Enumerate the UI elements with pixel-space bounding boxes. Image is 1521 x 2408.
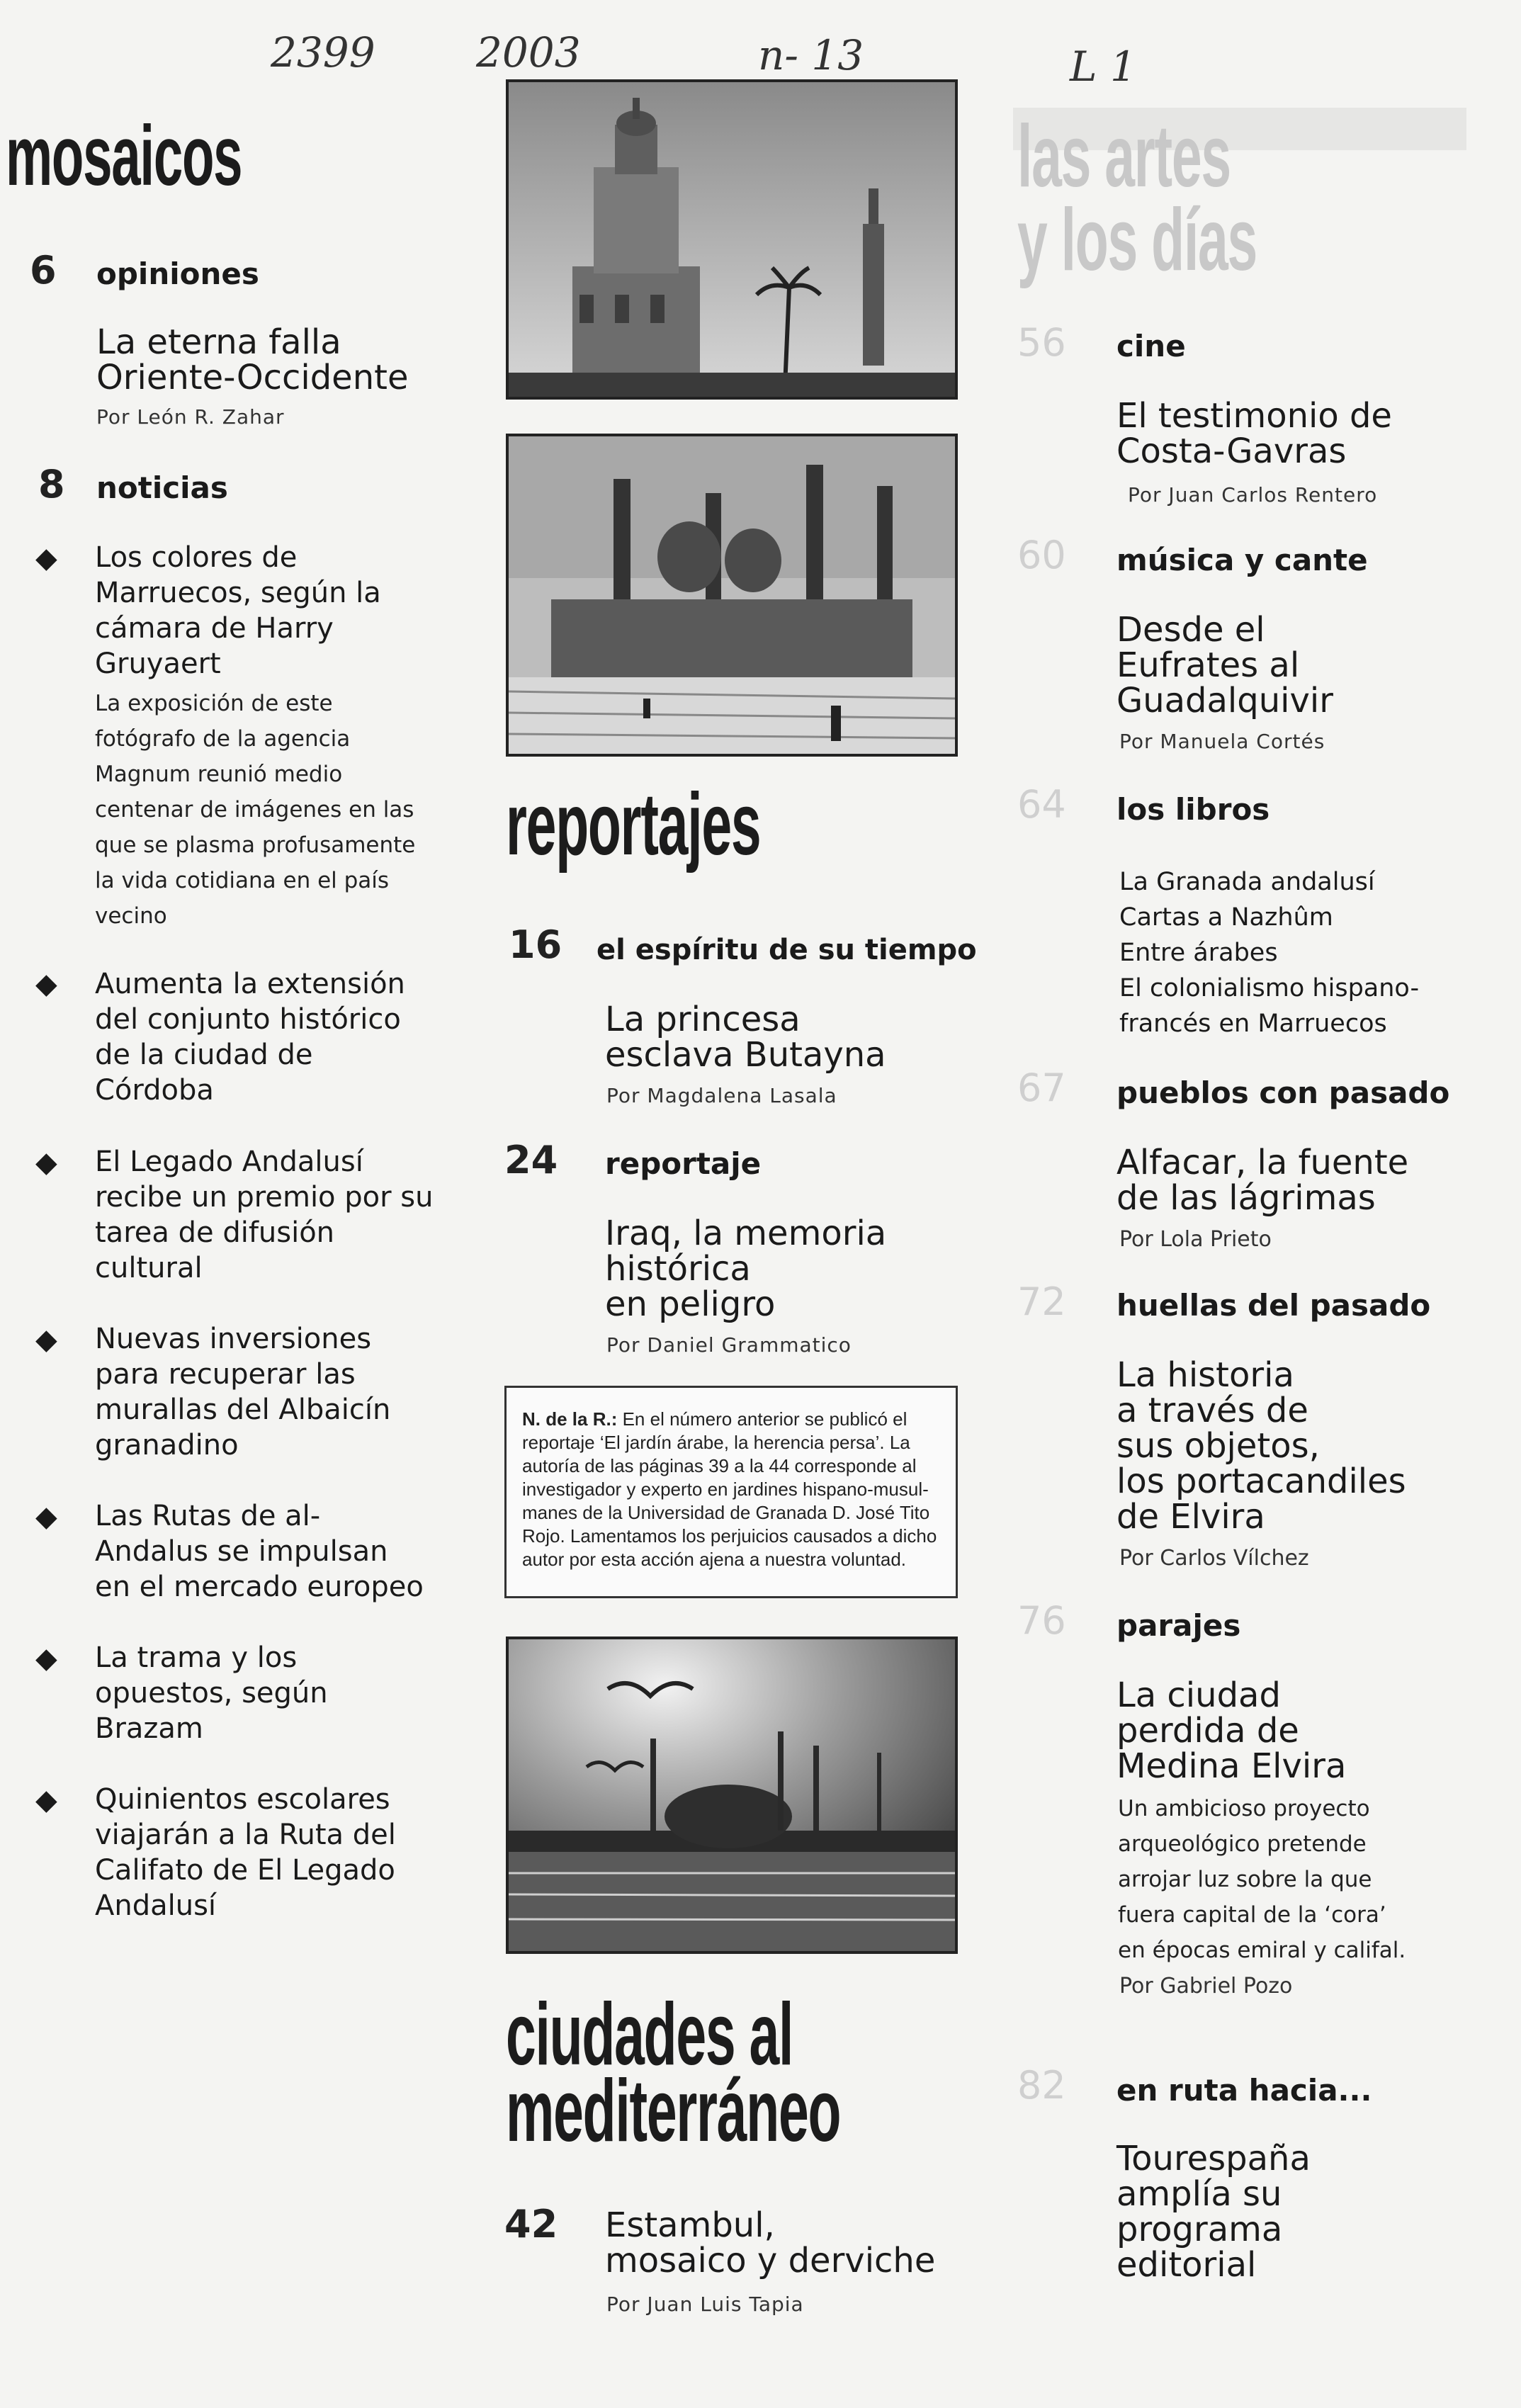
page-number-72: 72 — [1017, 1279, 1066, 1324]
category-opiniones: opiniones — [96, 256, 259, 291]
page-number-24: 24 — [504, 1138, 558, 1182]
handwritten-number: 2399 — [271, 28, 375, 77]
news-line: murallas del Albaicín — [95, 1394, 391, 1426]
title-line: Costa-Gavras — [1116, 431, 1347, 471]
news-line: granadino — [95, 1429, 239, 1462]
title-line: de Elvira — [1116, 1497, 1265, 1537]
news-item[interactable] — [95, 1782, 396, 1923]
section-line: mediterráneo — [506, 2062, 841, 2160]
note-line: investigador y experto en jardines hispano-musul- — [522, 1479, 929, 1500]
news-item[interactable] — [95, 1144, 433, 1286]
section-title-ciudades — [506, 1986, 841, 2160]
news-description — [95, 686, 415, 934]
book-item: El colonialismo hispano- — [1119, 974, 1420, 1002]
article-title-portacandiles[interactable] — [1116, 1355, 1406, 1537]
author-princesa: Por Magdalena Lasala — [606, 1084, 837, 1107]
title-line: La ciudad — [1116, 1675, 1281, 1715]
book-item: Cartas a Nazhûm — [1119, 903, 1333, 932]
author-cine: Por Juan Carlos Rentero — [1128, 483, 1378, 507]
bullet-icon: ◆ — [35, 1323, 57, 1356]
desc-line: vecino — [95, 903, 167, 929]
news-line: Quinientos escolares — [95, 1783, 390, 1816]
author-musica: Por Manuela Cortés — [1119, 730, 1325, 753]
note-line: manes de la Universidad de Granada D. José Tito — [522, 1502, 930, 1523]
title-line: programa — [1116, 2210, 1283, 2249]
mosque-engraving-illustration — [509, 436, 955, 754]
news-line: Gruyaert — [95, 648, 221, 680]
news-line: cámara de Harry — [95, 612, 334, 645]
news-line: de la ciudad de — [95, 1039, 313, 1071]
handwritten-issue: n- 13 — [758, 31, 864, 79]
author-opiniones: Por León R. Zahar — [96, 405, 285, 429]
book-list[interactable] — [1119, 864, 1419, 1041]
title-line: en peligro — [605, 1284, 776, 1324]
news-line: La trama y los — [95, 1641, 298, 1674]
desc-line: La exposición de este — [95, 691, 333, 716]
news-line: Califato de El Legado — [95, 1854, 395, 1887]
note-line: Rojo. Lamentamos los perjuicios causados a dicho — [522, 1525, 937, 1547]
author-estambul: Por Juan Luis Tapia — [606, 2293, 804, 2316]
section-line: y los días — [1017, 191, 1257, 289]
article-title-opiniones[interactable] — [96, 324, 408, 395]
title-line: esclava Butayna — [605, 1035, 886, 1075]
page-number-noticias: 8 — [38, 462, 65, 507]
author-huellas: Por Carlos Vílchez — [1119, 1546, 1309, 1571]
title-line: El testimonio de — [1116, 396, 1392, 436]
category-en-ruta: en ruta hacia... — [1116, 2073, 1372, 2108]
title-line: los portacandiles — [1116, 1462, 1406, 1501]
author-pueblos: Por Lola Prieto — [1119, 1227, 1272, 1252]
desc-line: Magnum reunió medio — [95, 762, 343, 787]
section-title-mosaicos: mosaicos — [6, 108, 242, 203]
desc-line: arqueológico pretende — [1118, 1831, 1367, 1857]
article-title-estambul[interactable] — [605, 2205, 936, 2280]
title-line: La eterna falla — [96, 322, 341, 362]
note-line: reportaje ‘El jardín árabe, la herencia persa’. La — [522, 1432, 910, 1453]
news-line: Aumenta la extensión — [95, 968, 405, 1000]
page-number-76: 76 — [1017, 1598, 1066, 1643]
article-title-medina-elvira[interactable] — [1116, 1675, 1347, 1786]
book-item: La Granada andalusí — [1119, 868, 1375, 896]
title-line: Medina Elvira — [1116, 1746, 1347, 1786]
photo-engraving-mosque — [506, 434, 958, 757]
article-title-iraq[interactable] — [605, 1216, 886, 1322]
title-line: amplía su — [1116, 2174, 1282, 2214]
photo-estambul — [506, 1637, 958, 1954]
bullet-icon: ◆ — [35, 1784, 57, 1816]
desc-line: fuera capital de la ‘cora’ — [1118, 1902, 1386, 1928]
news-line: Andalusí — [95, 1889, 217, 1922]
section-title-reportajes: reportajes — [506, 776, 761, 874]
article-title-costa-gavras[interactable] — [1116, 398, 1392, 469]
note-line: En el número anterior se publicó el — [617, 1408, 907, 1430]
news-line: tarea de difusión — [95, 1216, 335, 1249]
news-line: Los colores de — [95, 541, 298, 574]
title-line: Alfacar, la fuente — [1116, 1143, 1409, 1182]
desc-line: fotógrafo de la agencia — [95, 726, 351, 752]
page-number-16: 16 — [509, 922, 562, 967]
bullet-icon: ◆ — [35, 1642, 57, 1675]
page-number-60: 60 — [1017, 533, 1066, 577]
article-title-tourespana[interactable] — [1116, 2141, 1311, 2283]
title-line: Oriente-Occidente — [96, 358, 409, 397]
news-line: opuestos, según — [95, 1677, 328, 1709]
news-line: recibe un premio por su — [95, 1181, 434, 1214]
news-line: para recuperar las — [95, 1358, 356, 1391]
section-line: ciudades al — [506, 1986, 793, 2084]
desc-line: la vida cotidiana en el país — [95, 868, 390, 893]
news-line: Córdoba — [95, 1074, 214, 1107]
news-line: El Legado Andalusí — [95, 1146, 363, 1178]
news-line: viajarán a la Ruta del — [95, 1819, 396, 1851]
news-line: Nuevas inversiones — [95, 1323, 372, 1355]
category-noticias: noticias — [96, 470, 228, 505]
desc-line: que se plasma profusamente — [95, 832, 416, 858]
category-parajes: parajes — [1116, 1608, 1241, 1643]
news-line: cultural — [95, 1252, 203, 1284]
bullet-icon: ◆ — [35, 1146, 57, 1179]
category-musica: música y cante — [1116, 543, 1368, 577]
desc-line: en épocas emiral y califal. — [1118, 1938, 1406, 1963]
news-line: Brazam — [95, 1712, 203, 1745]
page-number-56: 56 — [1017, 320, 1066, 365]
news-item[interactable] — [95, 1321, 390, 1463]
book-item: Entre árabes — [1119, 939, 1278, 967]
news-item[interactable] — [95, 1498, 424, 1605]
title-line: Desde el — [1116, 610, 1265, 650]
title-line: Tourespaña — [1116, 2139, 1311, 2178]
page-number-82: 82 — [1017, 2063, 1066, 2108]
page-number-67: 67 — [1017, 1065, 1066, 1110]
article-title-princesa[interactable] — [605, 1002, 886, 1073]
desc-line: centenar de imágenes en las — [95, 797, 414, 823]
category-cine: cine — [1116, 329, 1186, 363]
handwritten-shelf: L 1 — [1070, 43, 1136, 91]
note-label: N. de la R.: — [522, 1408, 618, 1430]
title-line: editorial — [1116, 2245, 1257, 2285]
page-number-64: 64 — [1017, 782, 1066, 827]
category-libros: los libros — [1116, 792, 1270, 827]
page-number-opiniones: 6 — [30, 248, 57, 293]
title-line: mosaico y derviche — [605, 2241, 936, 2280]
news-line: Marruecos, según la — [95, 577, 381, 609]
bullet-icon: ◆ — [35, 1500, 57, 1533]
handwritten-year: 2003 — [476, 28, 581, 77]
book-item: francés en Marruecos — [1119, 1010, 1387, 1038]
desc-line: arrojar luz sobre la que — [1118, 1867, 1372, 1892]
category-huellas: huellas del pasado — [1116, 1288, 1431, 1323]
title-line: de las lágrimas — [1116, 1178, 1376, 1218]
page-number-42: 42 — [504, 2202, 558, 2246]
title-line: a través de — [1116, 1391, 1308, 1430]
category-espiritu: el espíritu de su tiempo — [596, 934, 977, 966]
news-line: en el mercado europeo — [95, 1571, 424, 1603]
photo-torre-del-oro — [506, 79, 958, 400]
section-title-artes — [1017, 108, 1257, 289]
title-line: Iraq, la memoria — [605, 1214, 887, 1253]
author-parajes: Por Gabriel Pozo — [1119, 1974, 1293, 1999]
torre-del-oro-illustration — [509, 82, 955, 397]
istanbul-silhouette-illustration — [509, 1639, 955, 1951]
note-line: autor por esta acción ajena a nuestra voluntad. — [522, 1549, 907, 1570]
title-line: histórica — [605, 1249, 751, 1289]
news-line: del conjunto histórico — [95, 1003, 401, 1036]
title-line: La historia — [1116, 1355, 1294, 1395]
title-line: Guadalquivir — [1116, 681, 1333, 720]
news-item[interactable] — [95, 966, 405, 1108]
editorial-note-box — [504, 1386, 958, 1598]
author-iraq: Por Daniel Grammatico — [606, 1333, 852, 1357]
category-reportaje: reportaje — [605, 1146, 762, 1181]
title-line: sus objetos, — [1116, 1426, 1320, 1466]
title-line: Estambul, — [605, 2205, 775, 2245]
news-item[interactable] — [95, 1640, 328, 1746]
desc-line: Un ambicioso proyecto — [1118, 1796, 1370, 1821]
news-line: Las Rutas de al- — [95, 1500, 321, 1532]
article-title-alfacar[interactable] — [1116, 1145, 1408, 1216]
bullet-icon: ◆ — [35, 968, 57, 1000]
title-line: La princesa — [605, 1000, 801, 1039]
news-item[interactable] — [95, 540, 381, 682]
bullet-icon: ◆ — [35, 542, 57, 575]
title-line: perdida de — [1116, 1711, 1299, 1751]
section-line: las artes — [1017, 108, 1231, 205]
category-pueblos: pueblos con pasado — [1116, 1075, 1450, 1110]
article-title-eufrates[interactable] — [1116, 612, 1333, 718]
note-line: autoría de las páginas 39 a la 44 corresponde al — [522, 1455, 917, 1476]
news-line: Andalus se impulsan — [95, 1535, 388, 1568]
parajes-description — [1118, 1791, 1406, 1968]
title-line: Eufrates al — [1116, 645, 1300, 685]
